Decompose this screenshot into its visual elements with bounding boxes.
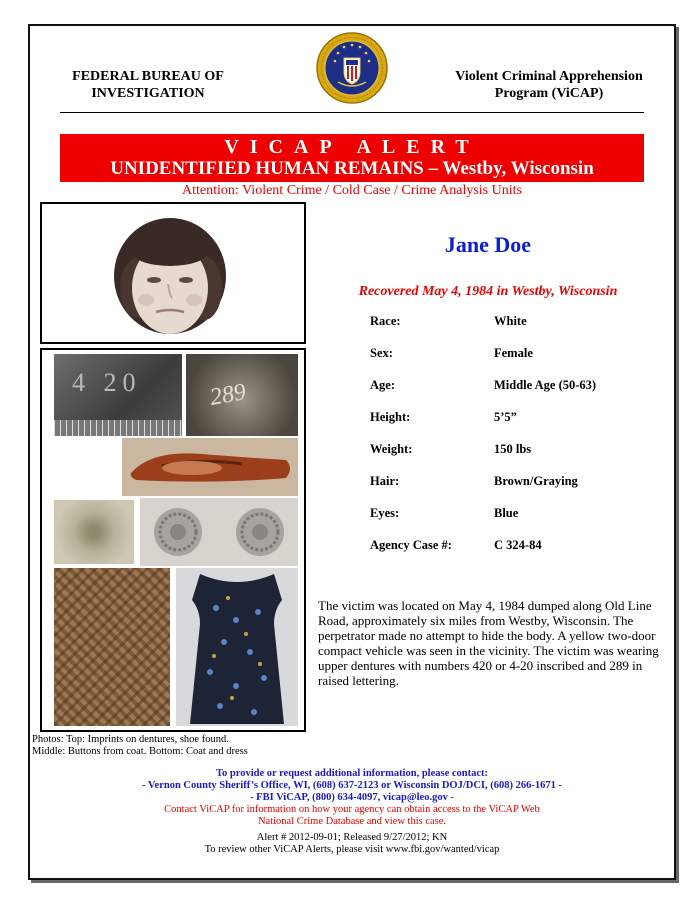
subject-name: Jane Doe bbox=[444, 232, 532, 257]
contact-line1: To provide or request additional information, please contact: bbox=[215, 768, 489, 779]
agency-name bbox=[60, 68, 236, 102]
fbi-seal-icon bbox=[316, 32, 388, 104]
alert-website-line[interactable]: To review other ViCAP Alerts, please visit www.fbi.gov/wanted/vicap bbox=[204, 844, 500, 855]
fact-value: 5’5” bbox=[494, 410, 517, 424]
dress-photo bbox=[176, 568, 298, 726]
fact-value: 150 lbs bbox=[494, 442, 532, 456]
face-reconstruction-photo bbox=[40, 202, 306, 344]
program-name-line1: Violent Criminal Apprehension bbox=[455, 69, 643, 84]
denture-imprint-text-1: 4 20 bbox=[72, 368, 142, 397]
coat-button-photo-2 bbox=[140, 498, 298, 566]
contact-info bbox=[60, 768, 644, 804]
coat-button-photo-1 bbox=[54, 500, 134, 564]
denture-imprint-photo-2 bbox=[186, 354, 298, 436]
fact-value: Middle Age (50-63) bbox=[494, 378, 597, 392]
fact-weight bbox=[370, 442, 660, 462]
contact-line3[interactable]: - FBI ViCAP, (800) 634-4097, vicap@leo.gov - bbox=[250, 792, 454, 803]
alert-page bbox=[28, 24, 676, 880]
alert-banner bbox=[60, 134, 644, 182]
alert-id-line: Alert # 2012-09-01; Released 9/27/2012; KN bbox=[256, 832, 448, 843]
fact-label: Race: bbox=[370, 314, 401, 328]
fact-label: Eyes: bbox=[370, 506, 400, 520]
agency-name-line2: INVESTIGATION bbox=[91, 86, 205, 101]
fact-value: Female bbox=[494, 346, 533, 360]
access-note bbox=[60, 804, 644, 828]
fact-label: Sex: bbox=[370, 346, 393, 360]
coat-photo bbox=[54, 568, 170, 726]
fact-value: Blue bbox=[494, 506, 519, 520]
fact-label: Agency Case #: bbox=[370, 538, 452, 552]
fact-value: C 324-84 bbox=[494, 538, 542, 552]
header-divider bbox=[60, 112, 644, 113]
fact-hair bbox=[370, 474, 660, 494]
fact-label: Hair: bbox=[370, 474, 400, 488]
fact-value: White bbox=[494, 314, 527, 328]
fact-age bbox=[370, 378, 660, 398]
denture-imprint-text-2: 289 bbox=[207, 379, 248, 411]
attention-line: Attention: Violent Crime / Cold Case / Crime Analysis Units bbox=[182, 183, 522, 198]
fact-label: Height: bbox=[370, 410, 411, 424]
evidence-photo-collage bbox=[40, 348, 306, 732]
recovered-line: Recovered May 4, 1984 in Westby, Wisconsin bbox=[358, 284, 618, 299]
fact-height bbox=[370, 410, 660, 430]
banner-title: VICAP ALERT bbox=[224, 136, 480, 158]
access-note-line2: National Crime Database and view this case. bbox=[257, 816, 447, 827]
program-name bbox=[444, 68, 654, 102]
fact-value: Brown/Graying bbox=[494, 474, 578, 488]
shoe-photo bbox=[122, 438, 298, 496]
photo-caption-line2: Middle: Buttons from coat. Bottom: Coat and dress bbox=[32, 746, 248, 757]
fact-label: Age: bbox=[370, 378, 395, 392]
case-description: The victim was located on May 4, 1984 dumped along Old Line Road, approximately six miles from Westby, Wisconsin. The perpetrator made no attempt to hide the body. A yellow two-door compact vehicle was seen in the vicinity. The victim was wearing upper dentures with numbers 420 or 4-20 inscribed and 289 in raised lettering. bbox=[318, 598, 659, 688]
fact-eyes bbox=[370, 506, 660, 526]
ruler bbox=[54, 420, 182, 436]
photo-caption bbox=[32, 734, 332, 758]
denture-imprint-photo-1 bbox=[54, 354, 182, 436]
contact-line2[interactable]: - Vernon County Sheriff’s Office, WI, (608) 637-2123 or Wisconsin DOJ/DCI, (608) 266-1671 - bbox=[142, 780, 562, 791]
alert-footer bbox=[60, 832, 644, 856]
agency-name-line1: FEDERAL BUREAU OF bbox=[72, 69, 224, 84]
fact-sex bbox=[370, 346, 660, 366]
fact-label: Weight: bbox=[370, 442, 413, 456]
fact-race bbox=[370, 314, 660, 334]
program-name-line2: Program (ViCAP) bbox=[494, 86, 604, 101]
banner-subtitle: UNIDENTIFIED HUMAN REMAINS – Westby, Wisconsin bbox=[110, 158, 594, 179]
fact-case-number bbox=[370, 538, 660, 558]
access-note-line1: Contact ViCAP for information on how your agency can obtain access to the ViCAP Web bbox=[164, 804, 540, 815]
photo-caption-line1: Photos: Top: Imprints on dentures, shoe found. bbox=[32, 734, 229, 745]
